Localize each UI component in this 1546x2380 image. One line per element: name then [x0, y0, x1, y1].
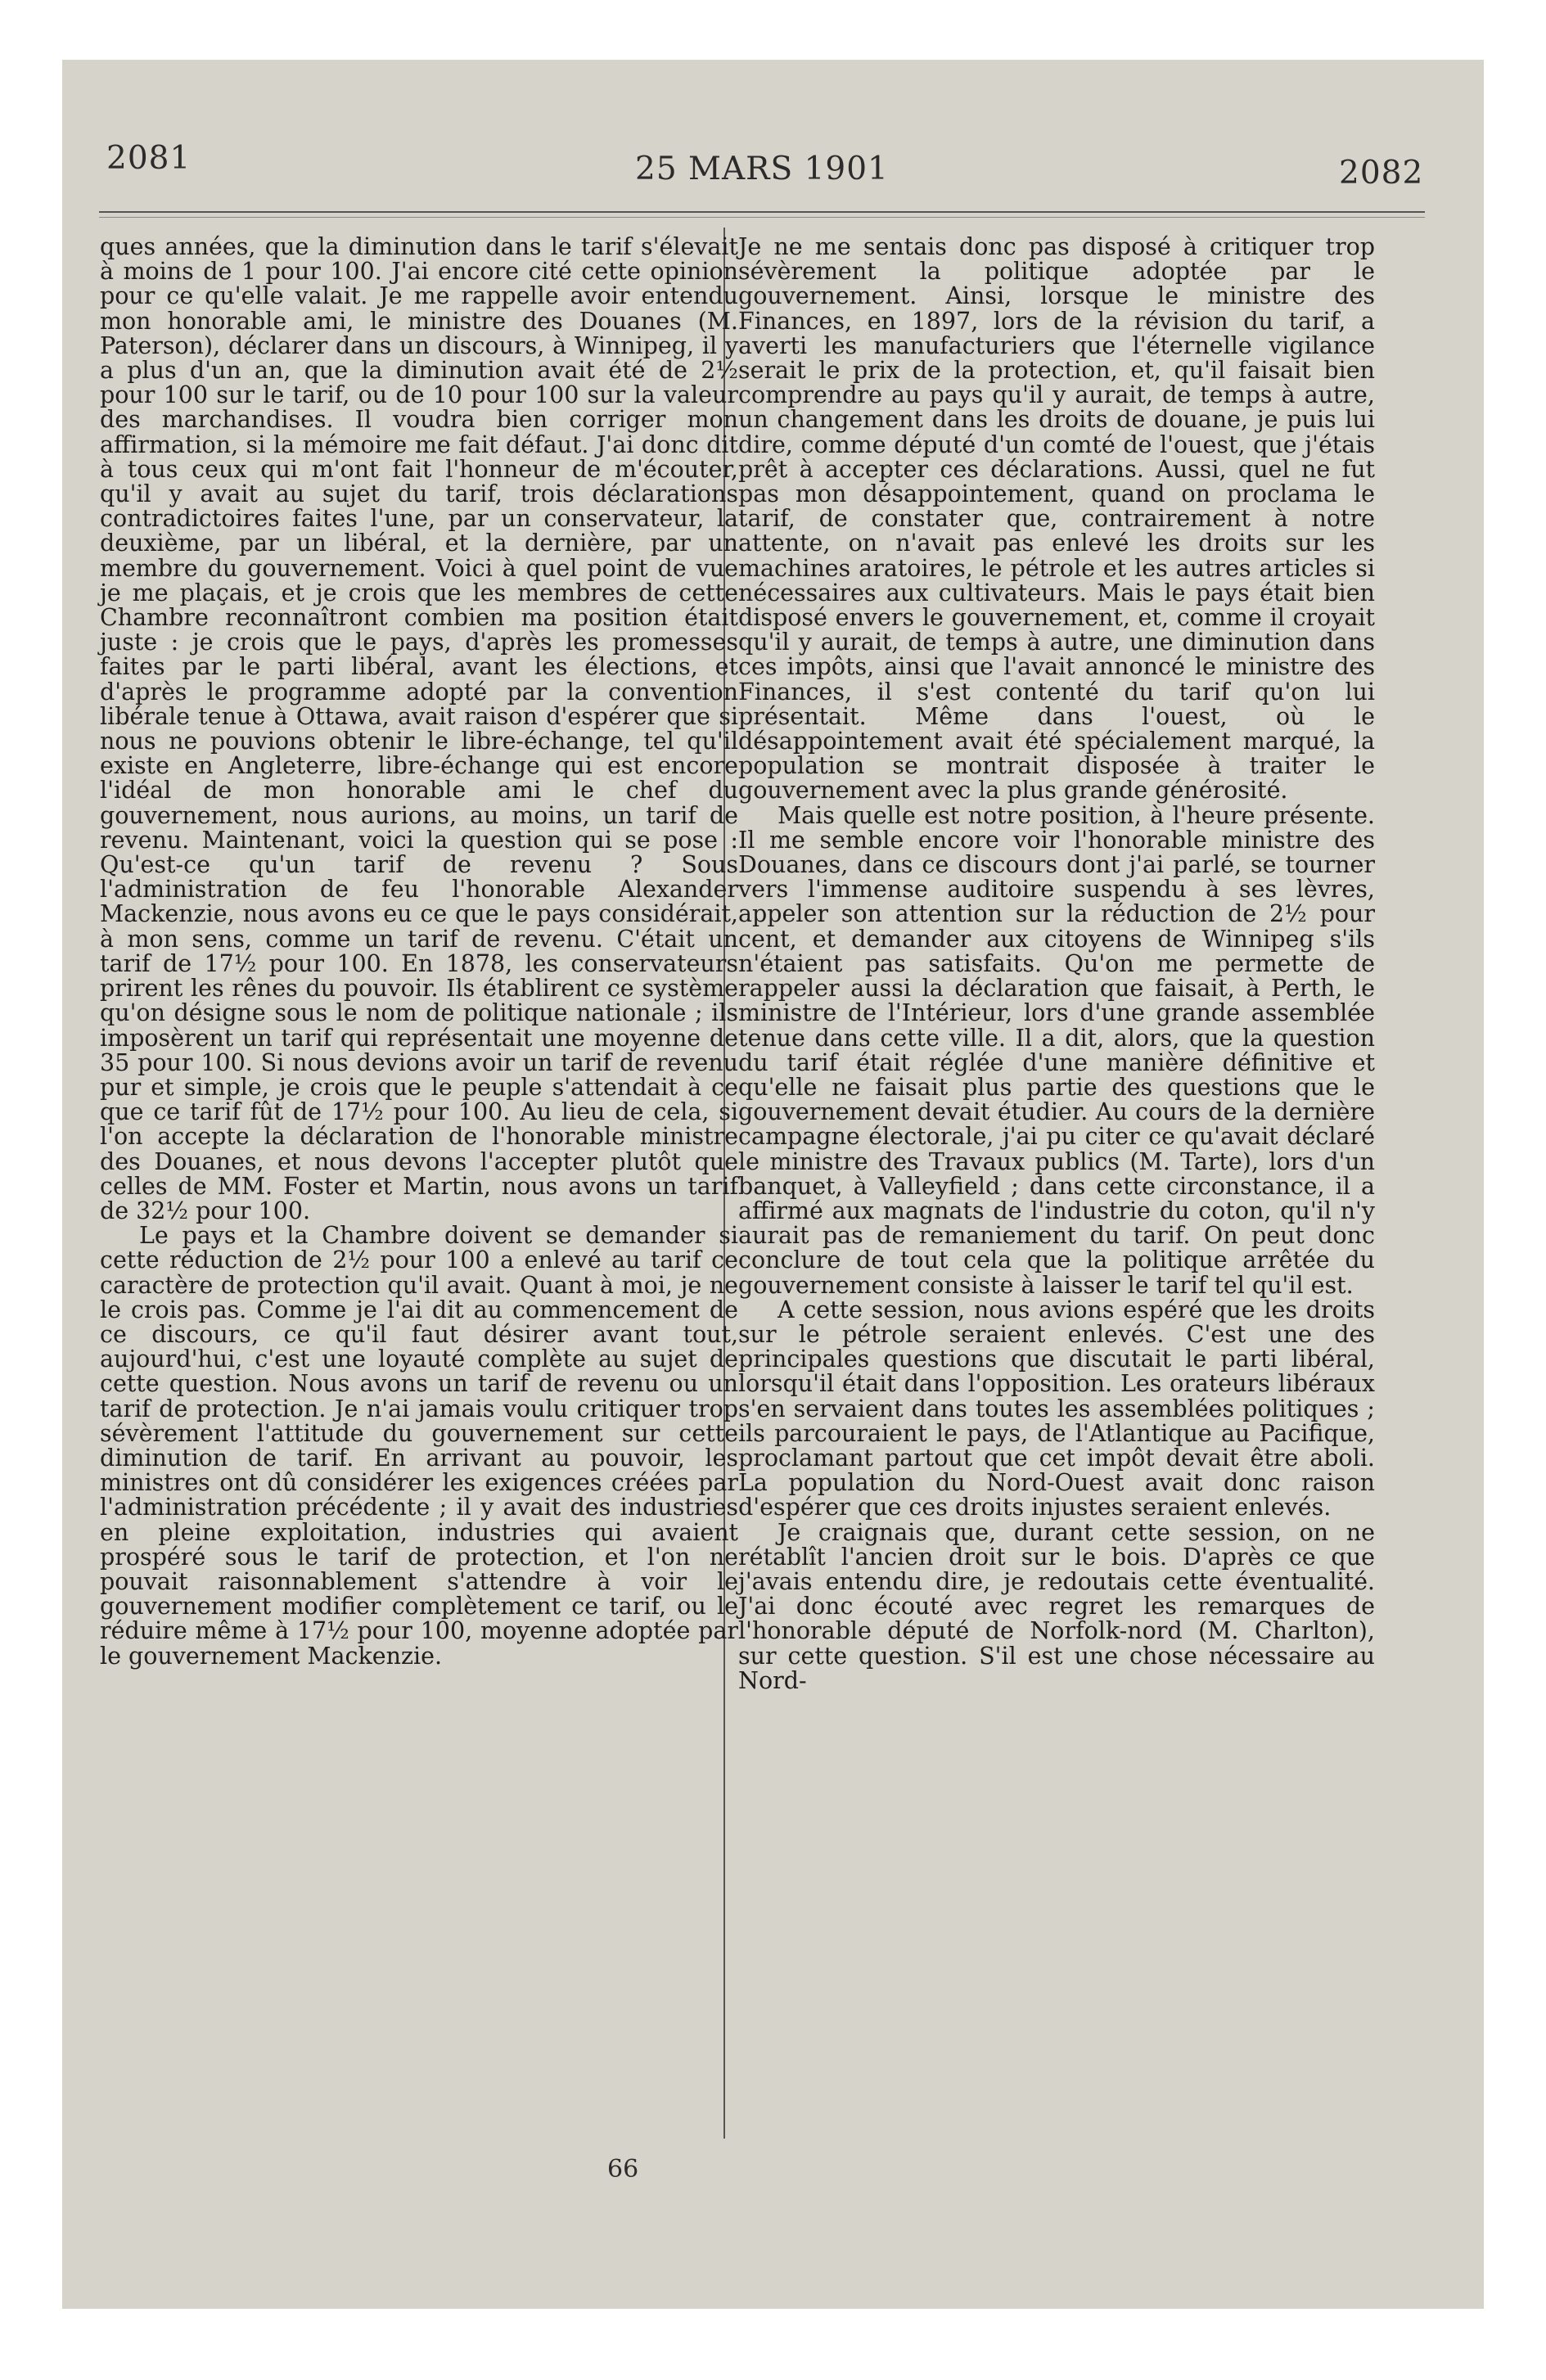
- header-rule: [99, 211, 1425, 213]
- right-paragraph: Je ne me sentais donc pas disposé à critiquer trop sévèrement la politique adoptée par le gouvernement. Ainsi, lorsque le ministre des Finances, en 1897, lors de la révision du tarif, a averti les manufacturiers que l'éternelle vigilance serait le prix de la protection, et, qu'il faisait bien comprendre au pays qu'il y aurait, de temps à autre, un changement dans les droits de douane, je puis lui dire, comme député d'un comté de l'ouest, que j'étais prêt à accepter ces déclarations. Aussi, quel ne fut pas mon désappointement, quand on proclama le tarif, de constater que, contrairement à notre attente, on n'avait pas enlevé les droits sur les machines aratoires, le pétrole et les autres articles si nécessaires aux cultivateurs. Mais le pays était bien disposé envers le gouvernement, et, comme il croyait qu'il y aurait, de temps à autre, une diminution dans ces impôts, ainsi que l'avait annoncé le ministre des Finances, il s'est contenté du tarif qu'on lui présentait. Même dans l'ouest, où le désappointement avait été spécialement marqué, la population se montrait disposée à traiter le gouvernement avec la plus grande générosité.: [738, 233, 1375, 805]
- left-paragraph: Le pays et la Chambre doivent se demander si cette réduction de 2½ pour 100 a enlevé au tarif ce caractère de protection qu'il avait. Quant à moi, je ne le crois pas. Comme je l'ai dit au commencement de ce discours, ce qu'il faut désirer avant tout, aujourd'hui, c'est une loyauté complète au sujet de cette question. Nous avons un tarif de revenu ou un tarif de protection. Je n'ai jamais voulu critiquer trop sévèrement l'attitude du gouvernement sur cette diminution de tarif. En arrivant au pouvoir, les ministres ont dû considérer les exigences créées par l'administration précédente ; il y avait des industries en pleine exploitation, industries qui avaient prospéré sous le tarif de protection, et l'on ne pouvait raisonnablement s'attendre à voir le gouvernement modifier complètement ce tarif, ou le réduire même à 17½ pour 100, moyenne adoptée par le gouvernement Mackenzie.: [100, 1222, 738, 1670]
- right-paragraph: Je craignais que, durant cette session, on ne rétablît l'ancien droit sur le bois. D'après ce que j'avais entendu dire, je redoutais cette éventualité. J'ai donc écouté avec regret les remarques de l'honorable député de Norfolk-nord (M. Charlton), sur cette question. S'il est une chose nécessaire au Nord-: [738, 1518, 1375, 1694]
- page-number-right: 2082: [1339, 155, 1424, 192]
- header-rule-secondary: [99, 217, 1425, 218]
- scanned-page: [62, 60, 1484, 2309]
- right-paragraph: A cette session, nous avions espéré que les droits sur le pétrole seraient enlevés. C'est une des principales questions que discutait le parti libéral, lorsqu'il était dans l'opposition. Les orateurs libéraux s'en servaient dans toutes les assemblées politiques ; ils parcouraient le pays, de l'Atlantique au Pacifique, proclamant partout que cet impôt devait être aboli. La population du Nord-Ouest avait donc raison d'espérer que ces droits injustes seraient enlevés.: [738, 1296, 1375, 1521]
- page-number-left: 2081: [106, 140, 192, 177]
- left-paragraph: ques années, que la diminution dans le tarif s'élevait à moins de 1 pour 100. J'ai encore cité cette opinion pour ce qu'elle valait. Je me rappelle avoir entendu mon honorable ami, le ministre des Douanes (M. Paterson), déclarer dans un discours, à Winnipeg, il y a plus d'un an, que la diminution avait été de 2½ pour 100 sur le tarif, ou de 10 pour 100 sur la valeur des marchandises. Il voudra bien corriger mon affirmation, si la mémoire me fait défaut. J'ai donc dit à tous ceux qui m'ont fait l'honneur de m'écouter, qu'il y avait au sujet du tarif, trois déclarations contradictoires faites l'une, par un conservateur, la deuxième, par un libéral, et la dernière, par un membre du gouvernement. Voici à quel point de vue je me plaçais, et je crois que les membres de cette Chambre reconnaîtront combien ma position était juste : je crois que le pays, d'après les promesses faites par le parti libéral, avant les élections, et d'après le programme adopté par la convention libérale tenue à Ottawa, avait raison d'espérer que si nous ne pouvions obtenir le libre-échange, tel qu'il existe en Angleterre, libre-échange qui est encore l'idéal de mon honorable ami le chef du gouvernement, nous aurions, au moins, un tarif de revenu. Maintenant, voici la question qui se pose : Qu'est-ce qu'un tarif de revenu ? Sous l'administration de feu l'honorable Alexander Mackenzie, nous avons eu ce que le pays considérait, à mon sens, comme un tarif de revenu. C'était un tarif de 17½ pour 100. En 1878, les conservateurs prirent les rênes du pouvoir. Ils établirent ce système qu'on désigne sous le nom de politique nationale ; ils imposèrent un tarif qui représentait une moyenne de 35 pour 100. Si nous devions avoir un tarif de revenu pur et simple, je crois que le peuple s'attendait à ce que ce tarif fût de 17½ pour 100. Au lieu de cela, si l'on accepte la déclaration de l'honorable ministre des Douanes, et nous devons l'accepter plutôt que celles de MM. Foster et Martin, nous avons un tarif de 32½ pour 100.: [100, 233, 738, 1224]
- folio-number: 66: [607, 2155, 639, 2184]
- right-paragraph: Mais quelle est notre position, à l'heure présente. Il me semble encore voir l'honorable ministre des Douanes, dans ce discours dont j'ai parlé, se tourner vers l'immense auditoire suspendu à ses lèvres, appeler son attention sur la réduction de 2½ pour cent, et demander aux citoyens de Winnipeg s'ils n'étaient pas satisfaits. Qu'on me permette de rappeler aussi la déclaration que faisait, à Perth, le ministre de l'Intérieur, lors d'une grande assemblée tenue dans cette ville. Il a dit, alors, que la question du tarif était réglée d'une manière définitive et qu'elle ne faisait plus partie des questions que le gouvernement devait étudier. Au cours de la dernière campagne électorale, j'ai pu citer ce qu'avait déclaré le ministre des Travaux publics (M. Tarte), lors d'un banquet, à Valleyfield ; dans cette circonstance, il a affirmé aux magnats de l'industrie du coton, qu'il n'y aurait pas de remaniement du tarif. On peut donc conclure de tout cela que la politique arrêtée du gouvernement consiste à laisser le tarif tel qu'il est.: [738, 801, 1375, 1299]
- page-date-header: 25 MARS 1901: [635, 151, 889, 187]
- left-column: [100, 235, 738, 1669]
- right-column: [738, 235, 1375, 1693]
